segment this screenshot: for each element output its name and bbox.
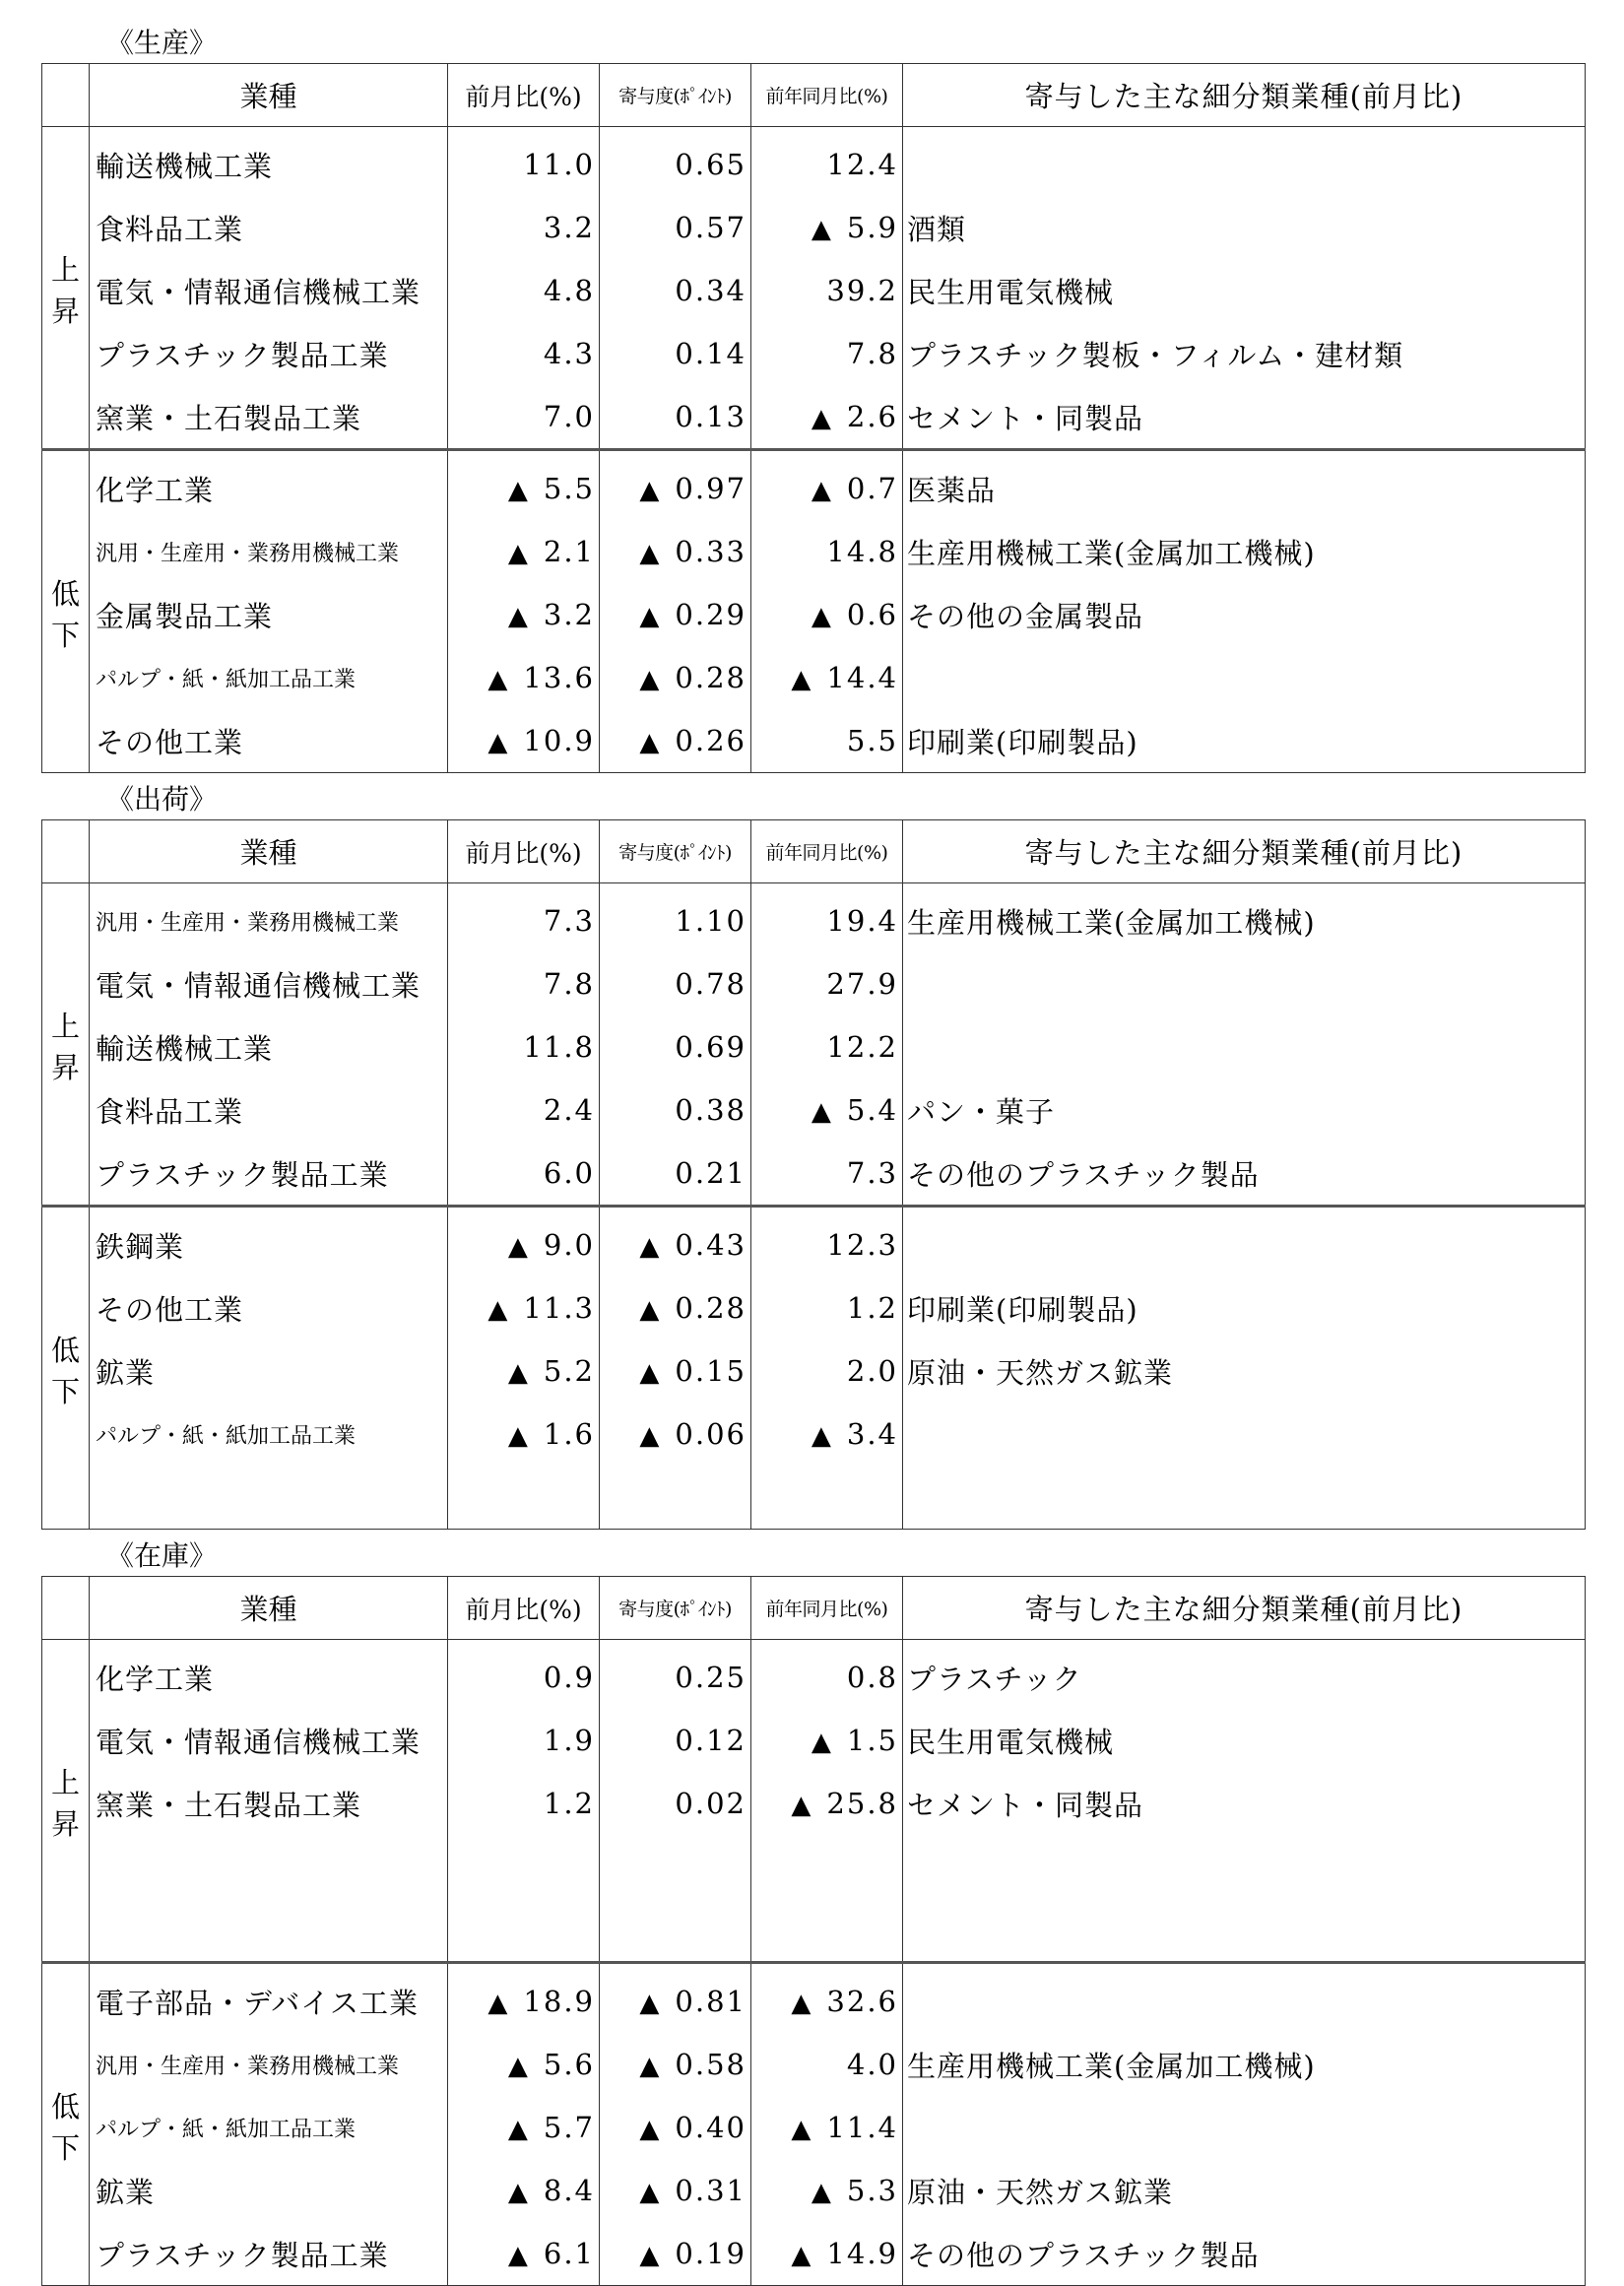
header-mom: 前月比(%) [448, 1577, 600, 1640]
negative-triangle-icon: ▲ [791, 1791, 813, 1820]
yoy-value: 0.8 [751, 1640, 903, 1710]
industry-name: 電子部品・デバイス工業 [90, 1963, 448, 2034]
industry-name: パルプ・紙・紙加工品工業 [90, 646, 448, 709]
industry-name [90, 1466, 448, 1530]
sub-industry [903, 2096, 1586, 2159]
contribution-value: 0.78 [600, 952, 751, 1015]
industry-name: 電気・情報通信機械工業 [90, 952, 448, 1015]
mom-value: ▲ 10.9 [448, 709, 600, 773]
mom-value: 11.0 [448, 127, 600, 197]
industry-name: その他工業 [90, 709, 448, 773]
contribution-value: 0.38 [600, 1078, 751, 1142]
negative-triangle-icon: ▲ [507, 1358, 530, 1388]
table-row [42, 450, 1586, 521]
contribution-value: ▲ 0.15 [600, 1339, 751, 1403]
negative-triangle-icon: ▲ [507, 2178, 530, 2207]
contribution-value: ▲ 0.29 [600, 583, 751, 646]
negative-triangle-icon: ▲ [639, 2178, 662, 2207]
table-row [42, 259, 1586, 322]
industry-name: パルプ・紙・紙加工品工業 [90, 1403, 448, 1466]
contribution-value: ▲ 0.43 [600, 1207, 751, 1277]
header-yoy: 前年同月比(%) [751, 64, 903, 127]
mom-value [448, 1466, 600, 1530]
contribution-value: ▲ 0.81 [600, 1963, 751, 2034]
contribution-value: ▲ 0.28 [600, 646, 751, 709]
section-shipment [41, 783, 1585, 1530]
negative-triangle-icon: ▲ [811, 602, 833, 631]
header-row [42, 64, 1586, 127]
contribution-value: 1.10 [600, 883, 751, 953]
header-group [42, 1577, 90, 1640]
yoy-value: 14.8 [751, 520, 903, 583]
negative-triangle-icon: ▲ [811, 2178, 833, 2207]
mom-value: 11.8 [448, 1015, 600, 1078]
sub-industry: プラスチック製板・フィルム・建材類 [903, 322, 1586, 385]
section-title: 《生産》 [106, 27, 218, 59]
industry-name: 汎用・生産用・業務用機械工業 [90, 883, 448, 953]
negative-triangle-icon: ▲ [639, 728, 662, 757]
negative-triangle-icon: ▲ [507, 2241, 530, 2270]
sub-industry: 原油・天然ガス鉱業 [903, 1339, 1586, 1403]
contribution-value: ▲ 0.97 [600, 450, 751, 521]
table-row [42, 883, 1586, 953]
header-contribution: 寄与度(ﾎﾟｲﾝﾄ) [600, 64, 751, 127]
mom-value: 1.9 [448, 1709, 600, 1772]
sub-industry: パン・菓子 [903, 1078, 1586, 1142]
table-row [42, 1835, 1586, 1898]
yoy-value: ▲ 32.6 [751, 1963, 903, 2034]
table-row [42, 1709, 1586, 1772]
sub-industry: プラスチック [903, 1640, 1586, 1710]
yoy-value: 12.2 [751, 1015, 903, 1078]
mom-value: ▲ 5.6 [448, 2033, 600, 2096]
header-contribution: 寄与度(ﾎﾟｲﾝﾄ) [600, 1577, 751, 1640]
header-industry: 業種 [90, 820, 448, 883]
header-group [42, 820, 90, 883]
negative-triangle-icon: ▲ [507, 1421, 530, 1451]
group-label-rise: 上 昇 [42, 127, 90, 450]
section-title: 《出荷》 [106, 783, 218, 816]
table-row [42, 1772, 1586, 1835]
mom-value: 2.4 [448, 1078, 600, 1142]
mom-value: ▲ 5.7 [448, 2096, 600, 2159]
yoy-value: 19.4 [751, 883, 903, 953]
mom-value: 7.0 [448, 385, 600, 450]
negative-triangle-icon: ▲ [639, 539, 662, 568]
negative-triangle-icon: ▲ [791, 1989, 813, 2018]
negative-triangle-icon: ▲ [811, 1097, 833, 1127]
industry-name: 鉄鋼業 [90, 1207, 448, 1277]
industry-name: 輸送機械工業 [90, 1015, 448, 1078]
header-row [42, 1577, 1586, 1640]
header-sub-industry: 寄与した主な細分類業種(前月比) [903, 820, 1586, 883]
yoy-value: ▲ 5.9 [751, 196, 903, 259]
negative-triangle-icon: ▲ [639, 1232, 662, 1262]
contribution-value: ▲ 0.40 [600, 2096, 751, 2159]
yoy-value: 2.0 [751, 1339, 903, 1403]
table-row [42, 709, 1586, 773]
header-contribution: 寄与度(ﾎﾟｲﾝﾄ) [600, 820, 751, 883]
sub-industry: 生産用機械工業(金属加工機械) [903, 2033, 1586, 2096]
mom-value: 0.9 [448, 1640, 600, 1710]
table-row [42, 1015, 1586, 1078]
header-row [42, 820, 1586, 883]
yoy-value: ▲ 14.4 [751, 646, 903, 709]
negative-triangle-icon: ▲ [639, 2052, 662, 2081]
negative-triangle-icon: ▲ [811, 404, 833, 433]
negative-triangle-icon: ▲ [639, 602, 662, 631]
industry-name: 電気・情報通信機械工業 [90, 1709, 448, 1772]
group-label-rise: 上 昇 [42, 1640, 90, 1963]
negative-triangle-icon: ▲ [507, 539, 530, 568]
yoy-value [751, 1466, 903, 1530]
table-row [42, 583, 1586, 646]
sub-industry: 生産用機械工業(金属加工機械) [903, 520, 1586, 583]
contribution-value: 0.25 [600, 1640, 751, 1710]
negative-triangle-icon: ▲ [791, 2115, 813, 2144]
mom-value: ▲ 8.4 [448, 2159, 600, 2222]
sub-industry [903, 1403, 1586, 1466]
negative-triangle-icon: ▲ [639, 476, 662, 505]
sub-industry [903, 1963, 1586, 2034]
mom-value: 1.2 [448, 1772, 600, 1835]
mom-value: 4.8 [448, 259, 600, 322]
mom-value: 6.0 [448, 1142, 600, 1207]
group-label-rise: 上 昇 [42, 883, 90, 1207]
sub-industry: 生産用機械工業(金属加工機械) [903, 883, 1586, 953]
industry-name [90, 1835, 448, 1898]
industry-name [90, 1898, 448, 1963]
negative-triangle-icon: ▲ [639, 1295, 662, 1325]
industry-name: 窯業・土石製品工業 [90, 1772, 448, 1835]
mom-value: ▲ 9.0 [448, 1207, 600, 1277]
contribution-value: ▲ 0.06 [600, 1403, 751, 1466]
industry-name: パルプ・紙・紙加工品工業 [90, 2096, 448, 2159]
table-row [42, 127, 1586, 197]
yoy-value: 1.2 [751, 1276, 903, 1339]
table-row [42, 2159, 1586, 2222]
contribution-value [600, 1835, 751, 1898]
industry-name: プラスチック製品工業 [90, 1142, 448, 1207]
industry-name: 鉱業 [90, 2159, 448, 2222]
table-row [42, 2096, 1586, 2159]
negative-triangle-icon: ▲ [507, 476, 530, 505]
negative-triangle-icon: ▲ [639, 1989, 662, 2018]
header-industry: 業種 [90, 64, 448, 127]
header-yoy: 前年同月比(%) [751, 1577, 903, 1640]
contribution-value: ▲ 0.19 [600, 2222, 751, 2286]
negative-triangle-icon: ▲ [811, 1421, 833, 1451]
mom-value: ▲ 6.1 [448, 2222, 600, 2286]
header-group [42, 64, 90, 127]
negative-triangle-icon: ▲ [487, 1295, 510, 1325]
contribution-value: 0.69 [600, 1015, 751, 1078]
sub-industry [903, 1015, 1586, 1078]
section-inventory [41, 1539, 1585, 2286]
mom-value: ▲ 5.5 [448, 450, 600, 521]
yoy-value: ▲ 5.4 [751, 1078, 903, 1142]
table-row [42, 952, 1586, 1015]
yoy-value [751, 1898, 903, 1963]
yoy-value: ▲ 11.4 [751, 2096, 903, 2159]
sub-industry [903, 1835, 1586, 1898]
mom-value [448, 1835, 600, 1898]
contribution-value [600, 1898, 751, 1963]
mom-value: ▲ 18.9 [448, 1963, 600, 2034]
mom-value: 3.2 [448, 196, 600, 259]
contribution-value: 0.02 [600, 1772, 751, 1835]
sub-industry: その他のプラスチック製品 [903, 2222, 1586, 2286]
negative-triangle-icon: ▲ [811, 215, 833, 244]
contribution-value: ▲ 0.33 [600, 520, 751, 583]
sub-industry [903, 1466, 1586, 1530]
section-title: 《在庫》 [106, 1539, 218, 1572]
yoy-value: 7.8 [751, 322, 903, 385]
table-row [42, 1898, 1586, 1963]
industry-name: 化学工業 [90, 450, 448, 521]
negative-triangle-icon: ▲ [507, 1232, 530, 1262]
negative-triangle-icon: ▲ [507, 602, 530, 631]
negative-triangle-icon: ▲ [487, 728, 510, 757]
header-mom: 前月比(%) [448, 64, 600, 127]
negative-triangle-icon: ▲ [639, 2241, 662, 2270]
industry-name: 電気・情報通信機械工業 [90, 259, 448, 322]
contribution-value: 0.12 [600, 1709, 751, 1772]
group-label-fall: 低 下 [42, 1207, 90, 1530]
sub-industry: 原油・天然ガス鉱業 [903, 2159, 1586, 2222]
contribution-value: ▲ 0.28 [600, 1276, 751, 1339]
contribution-value: 0.21 [600, 1142, 751, 1207]
mom-value [448, 1898, 600, 1963]
yoy-value: 4.0 [751, 2033, 903, 2096]
yoy-value: 27.9 [751, 952, 903, 1015]
industry-name: 鉱業 [90, 1339, 448, 1403]
negative-triangle-icon: ▲ [487, 1989, 510, 2018]
yoy-value: ▲ 25.8 [751, 1772, 903, 1835]
mom-value: 7.3 [448, 883, 600, 953]
sub-industry [903, 1207, 1586, 1277]
sub-industry: セメント・同製品 [903, 1772, 1586, 1835]
mom-value: ▲ 11.3 [448, 1276, 600, 1339]
yoy-value: ▲ 5.3 [751, 2159, 903, 2222]
table-row [42, 1142, 1586, 1207]
data-table [41, 819, 1586, 1530]
negative-triangle-icon: ▲ [811, 476, 833, 505]
table-row [42, 2222, 1586, 2286]
negative-triangle-icon: ▲ [639, 665, 662, 694]
industry-name: プラスチック製品工業 [90, 2222, 448, 2286]
yoy-value: ▲ 14.9 [751, 2222, 903, 2286]
sub-industry [903, 127, 1586, 197]
table-row [42, 1339, 1586, 1403]
sub-industry: 医薬品 [903, 450, 1586, 521]
industry-name: 汎用・生産用・業務用機械工業 [90, 520, 448, 583]
table-row [42, 1403, 1586, 1466]
table-row [42, 1963, 1586, 2034]
sub-industry: その他のプラスチック製品 [903, 1142, 1586, 1207]
contribution-value: ▲ 0.26 [600, 709, 751, 773]
sub-industry [903, 952, 1586, 1015]
mom-value: ▲ 5.2 [448, 1339, 600, 1403]
negative-triangle-icon: ▲ [639, 1358, 662, 1388]
contribution-value: 0.57 [600, 196, 751, 259]
yoy-value: 12.3 [751, 1207, 903, 1277]
mom-value: ▲ 13.6 [448, 646, 600, 709]
sub-industry: 民生用電気機械 [903, 1709, 1586, 1772]
mom-value: ▲ 3.2 [448, 583, 600, 646]
header-yoy: 前年同月比(%) [751, 820, 903, 883]
table-row [42, 1078, 1586, 1142]
table-row [42, 1640, 1586, 1710]
negative-triangle-icon: ▲ [791, 2241, 813, 2270]
negative-triangle-icon: ▲ [487, 665, 510, 694]
table-row [42, 646, 1586, 709]
industry-name: 食料品工業 [90, 1078, 448, 1142]
sub-industry: セメント・同製品 [903, 385, 1586, 450]
industry-name: 食料品工業 [90, 196, 448, 259]
yoy-value: 5.5 [751, 709, 903, 773]
table-row [42, 1276, 1586, 1339]
yoy-value: 12.4 [751, 127, 903, 197]
negative-triangle-icon: ▲ [639, 2115, 662, 2144]
contribution-value: ▲ 0.31 [600, 2159, 751, 2222]
industry-name: プラスチック製品工業 [90, 322, 448, 385]
table-row [42, 322, 1586, 385]
contribution-value: 0.65 [600, 127, 751, 197]
yoy-value: ▲ 0.7 [751, 450, 903, 521]
yoy-value: ▲ 3.4 [751, 1403, 903, 1466]
mom-value: 7.8 [448, 952, 600, 1015]
negative-triangle-icon: ▲ [639, 1421, 662, 1451]
sub-industry: 民生用電気機械 [903, 259, 1586, 322]
data-table [41, 1576, 1586, 2286]
sub-industry: 印刷業(印刷製品) [903, 709, 1586, 773]
sub-industry: 印刷業(印刷製品) [903, 1276, 1586, 1339]
mom-value: 4.3 [448, 322, 600, 385]
data-table [41, 63, 1586, 773]
contribution-value: 0.13 [600, 385, 751, 450]
yoy-value: 39.2 [751, 259, 903, 322]
contribution-value: 0.14 [600, 322, 751, 385]
yoy-value [751, 1835, 903, 1898]
mom-value: ▲ 2.1 [448, 520, 600, 583]
header-sub-industry: 寄与した主な細分類業種(前月比) [903, 1577, 1586, 1640]
table-row [42, 385, 1586, 450]
table-row [42, 2033, 1586, 2096]
negative-triangle-icon: ▲ [791, 665, 813, 694]
mom-value: ▲ 1.6 [448, 1403, 600, 1466]
table-row [42, 1466, 1586, 1530]
header-sub-industry: 寄与した主な細分類業種(前月比) [903, 64, 1586, 127]
contribution-value: 0.34 [600, 259, 751, 322]
negative-triangle-icon: ▲ [507, 2052, 530, 2081]
industry-name: その他工業 [90, 1276, 448, 1339]
yoy-value: ▲ 1.5 [751, 1709, 903, 1772]
group-label-fall: 低 下 [42, 450, 90, 773]
industry-name: 汎用・生産用・業務用機械工業 [90, 2033, 448, 2096]
yoy-value: 7.3 [751, 1142, 903, 1207]
sub-industry: 酒類 [903, 196, 1586, 259]
industry-name: 窯業・土石製品工業 [90, 385, 448, 450]
table-row [42, 520, 1586, 583]
sub-industry [903, 646, 1586, 709]
table-row [42, 196, 1586, 259]
industry-name: 化学工業 [90, 1640, 448, 1710]
group-label-fall: 低 下 [42, 1963, 90, 2286]
section-production [41, 27, 1585, 773]
contribution-value: ▲ 0.58 [600, 2033, 751, 2096]
industry-name: 輸送機械工業 [90, 127, 448, 197]
header-industry: 業種 [90, 1577, 448, 1640]
table-row [42, 1207, 1586, 1277]
sub-industry [903, 1898, 1586, 1963]
yoy-value: ▲ 2.6 [751, 385, 903, 450]
sub-industry: その他の金属製品 [903, 583, 1586, 646]
header-mom: 前月比(%) [448, 820, 600, 883]
industry-name: 金属製品工業 [90, 583, 448, 646]
contribution-value [600, 1466, 751, 1530]
negative-triangle-icon: ▲ [507, 2115, 530, 2144]
yoy-value: ▲ 0.6 [751, 583, 903, 646]
negative-triangle-icon: ▲ [811, 1728, 833, 1757]
